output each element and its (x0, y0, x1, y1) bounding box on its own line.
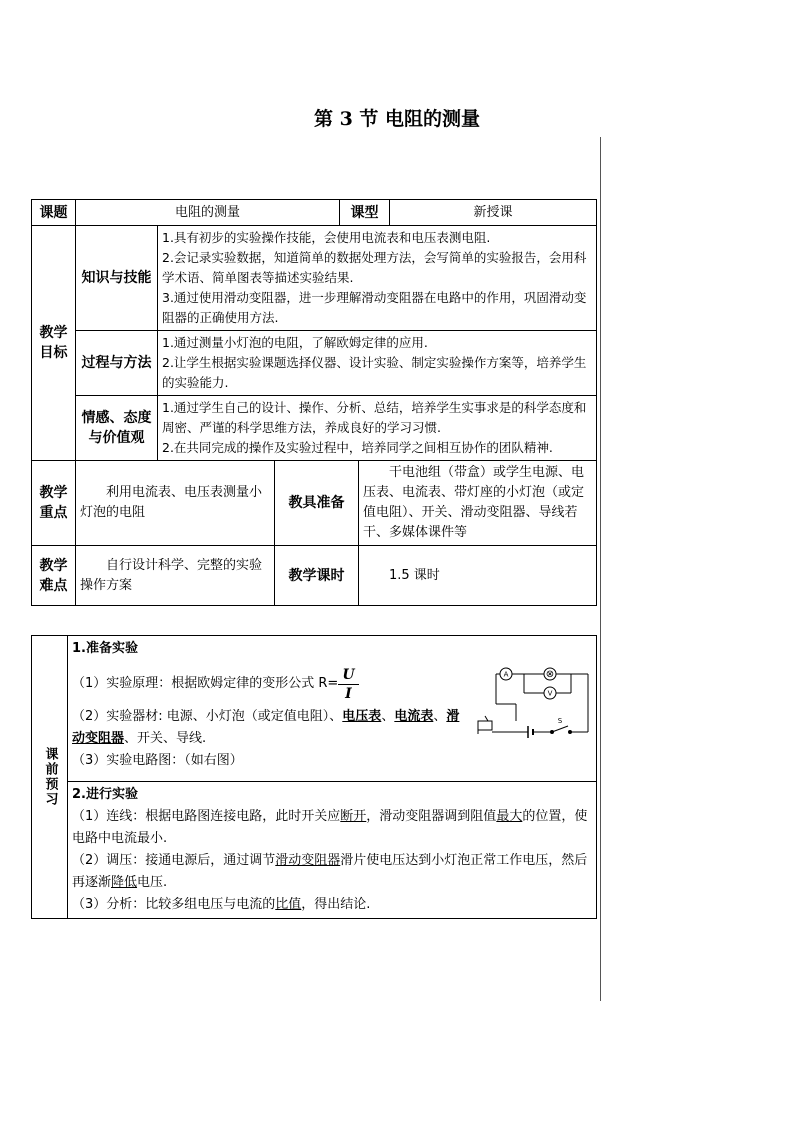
adjust-step: （2）调压：接通电源后，通过调节滑动变阻器滑片使电压达到小灯泡正常工作电压，然后再逐渐降低电压. (72, 853, 588, 890)
section2-title: 2.进行实验 (72, 787, 138, 802)
goals-label: 教学 目标 (32, 226, 76, 461)
formula-denominator: I (345, 685, 352, 702)
equipment-sep: 、 (381, 709, 395, 724)
connect-answer: 最大 (496, 809, 523, 824)
formula-fraction (338, 666, 358, 703)
difficulty-value: 自行设计科学、完整的实验操作方案 (76, 546, 275, 606)
connect-step: （1）连线：根据电路图连接电路，此时开关应断开，滑动变阻器调到阻值最大的位置，使电路中电流最小. (72, 809, 588, 846)
process-item: 1.通过测量小灯泡的电阻，了解欧姆定律的应用. (162, 335, 428, 350)
equipment-sep: 、 (433, 709, 447, 724)
circuit-switch-label: S (557, 717, 563, 725)
equipment-rheostat: 滑动变阻器 (72, 709, 460, 746)
circuit-voltmeter-label: V (547, 689, 553, 698)
analyze-answer: 比值 (275, 897, 302, 912)
equipment-suffix: 、开关、导线. (124, 731, 207, 746)
emotion-label: 情感、态度与价值观 (76, 396, 158, 461)
circuit-text: （3）实验电路图：（如右图） (72, 753, 243, 768)
difficulty-label: 教学难点 (32, 546, 76, 606)
tools-label: 教具准备 (275, 461, 359, 546)
knowledge-item: 3.通过使用滑动变阻器，进一步理解滑动变阻器在电路中的作用，巩固滑动变阻器的正确使用方法. (162, 290, 587, 325)
page-title: 第 3 节 电阻的测量 (313, 108, 481, 130)
knowledge-item: 2.会记录实验数据，知道简单的数据处理方法，会写简单的实验报告，会用科学术语、简单图表等描述实验结果. (162, 250, 587, 285)
equipment-voltmeter: 电压表 (342, 709, 382, 724)
key-value: 利用电流表、电压表测量小灯泡的电阻 (76, 461, 275, 546)
hours-label: 教学课时 (275, 546, 359, 606)
preview-table (31, 635, 597, 919)
circuit-lamp-symbol: ⊗ (545, 669, 555, 680)
lesson-info-table (31, 199, 597, 606)
key-label: 教学重点 (32, 461, 76, 546)
type-label: 课型 (340, 200, 390, 226)
emotion-item: 1.通过学生自己的设计、操作、分析、总结，培养学生实事求是的科学态度和周密、严谨的科学思维方法，养成良好的学习习惯. (162, 400, 587, 435)
knowledge-label: 知识与技能 (76, 226, 158, 331)
knowledge-item: 1.具有初步的实验操作技能，会使用电流表和电压表测电阻. (162, 230, 491, 245)
formula-numerator: U (338, 666, 358, 685)
type-value: 新授课 (390, 200, 597, 226)
process-item: 2.让学生根据实验课题选择仪器、设计实验、制定实验操作方案等，培养学生的实验能力. (162, 355, 587, 390)
adjust-answer: 滑动变阻器 (275, 853, 341, 868)
topic-value: 电阻的测量 (76, 200, 340, 226)
hours-value: 1.5 课时 (359, 546, 597, 606)
analyze-step: （3）分析：比较多组电压与电流的比值，得出结论. (72, 897, 371, 912)
margin-line (600, 137, 601, 1001)
circuit-ammeter-label: A (503, 670, 509, 679)
tools-value: 干电池组（带盒）或学生电源、电压表、电流表、带灯座的小灯泡（或定值电阻）、开关、滑动变阻器、导线若干、多媒体课件等 (359, 461, 597, 546)
circuit-diagram (472, 666, 594, 744)
equipment-prefix: （2）实验器材: 电源、小灯泡（或定值电阻）、 (72, 709, 343, 724)
topic-label: 课题 (32, 200, 76, 226)
preview-side-label: 课前预习 (42, 747, 58, 807)
principle-text: （1）实验原理：根据欧姆定律的变形公式 R= (72, 676, 339, 691)
connect-answer: 断开 (340, 809, 367, 824)
process-label: 过程与方法 (76, 331, 158, 396)
emotion-item: 2.在共同完成的操作及实验过程中，培养同学之间相互协作的团队精神. (162, 440, 553, 455)
equipment-ammeter: 电流表 (394, 709, 434, 724)
adjust-answer: 降低 (111, 875, 138, 890)
section1-title: 1.准备实验 (72, 641, 138, 656)
